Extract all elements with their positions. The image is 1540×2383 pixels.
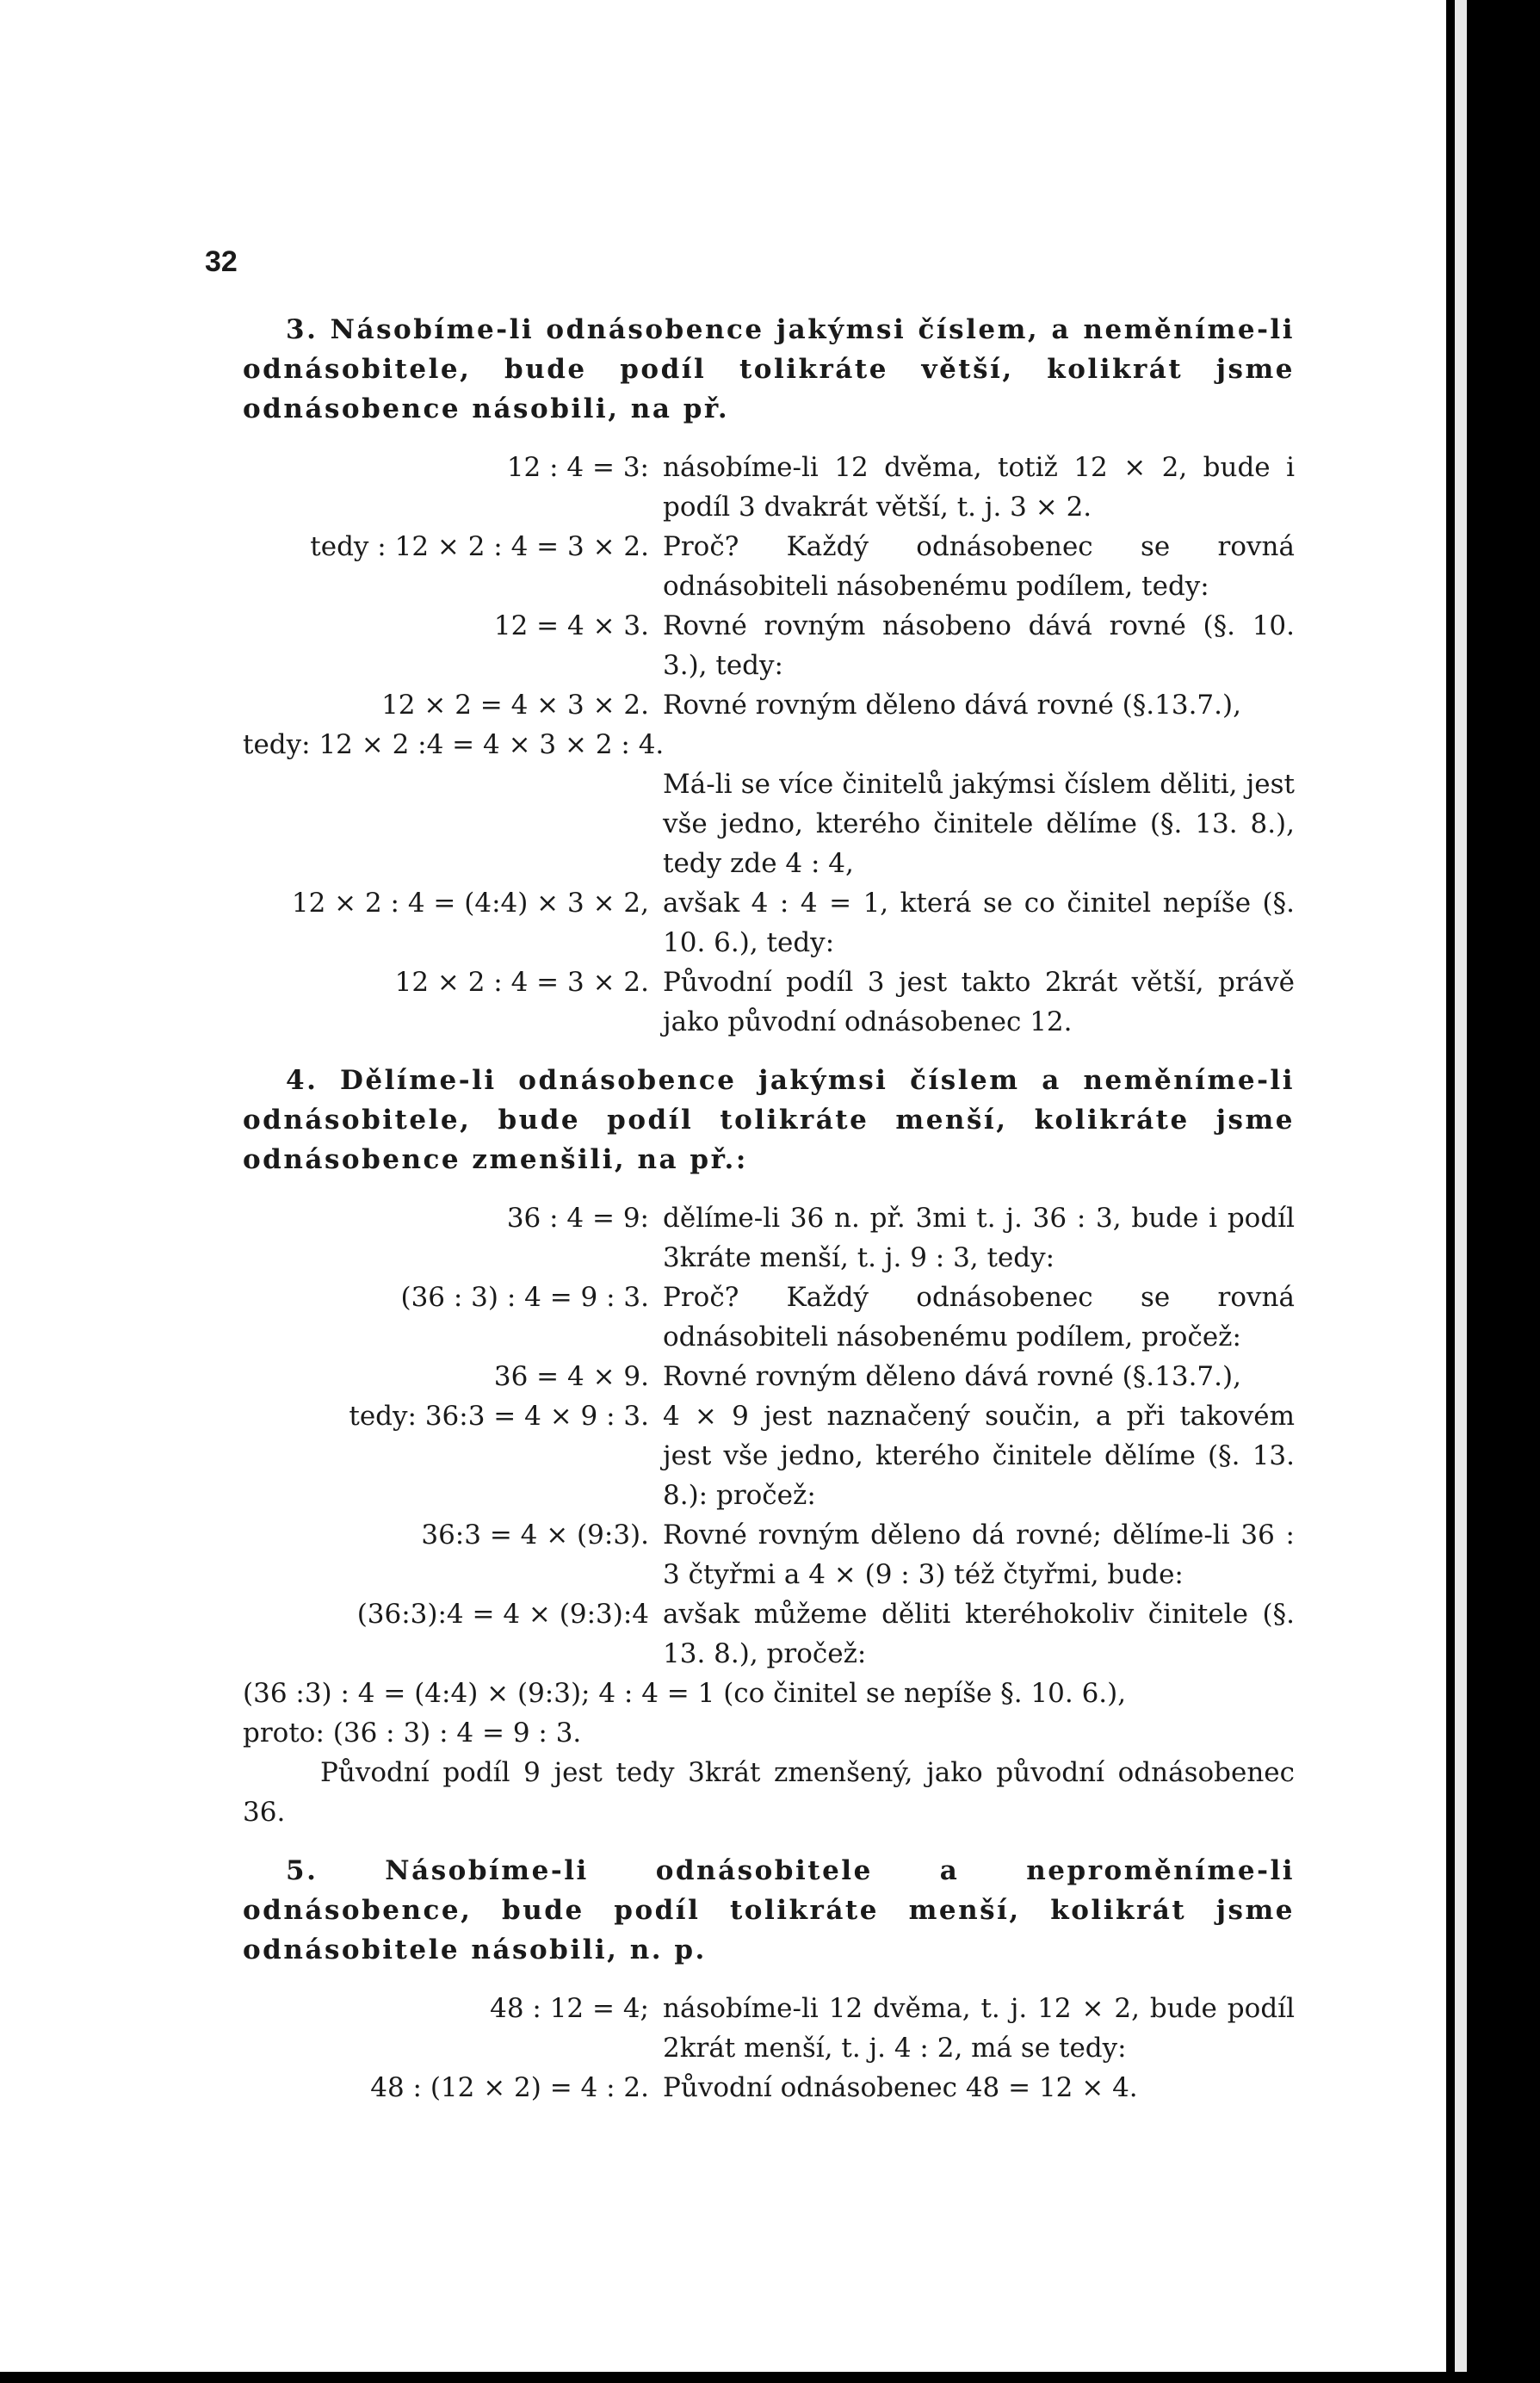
example-row: 12 = 4 × 3. Rovné rovným násobeno dává rovné (§. 10. 3.), tedy: [493, 610, 1295, 681]
thesis-3: 3. Násobíme-li odnásobence jakýmsi číslem, a neměníme-li odnásobitele, bude podíl tolikráte větší, kolikrát jsme odnásobence násobili, na př. [243, 314, 1295, 424]
thesis-5: 5. Násobíme-li odnásobitele a neproměníme-li odnásobence, bude podíl tolikráte menší, kolikrát jsme odnásobitele násobili, n. p. [243, 1855, 1295, 1965]
example-row: (36 : 3) : 4 = 9 : 3. Proč? Každý odnásobenec se rovná odnásobiteli násobenému podílem, pročež: [400, 1282, 1295, 1352]
example-row: 36 = 4 × 9. Rovné rovným děleno dává rovné (§.13.7.), [493, 1361, 1241, 1392]
scan-border-bottom [0, 2372, 1540, 2383]
proof-line: proto: (36 : 3) : 4 = 9 : 3. [243, 1718, 582, 1749]
proof-line: (36 :3) : 4 = (4:4) × (9:3); 4 : 4 = 1 (co činitel se nepíše §. 10. 6.), [243, 1678, 1127, 1709]
example-row: (36:3):4 = 4 × (9:3):4 avšak můžeme děliti kteréhokoliv činitele (§. 13. 8.), pročež: [356, 1599, 1295, 1669]
example-row: 12 : 4 = 3: násobíme-li 12 dvěma, totiž 12 × 2, bude i podíl 3 dvakrát větší, t. j. 3 × 2. [506, 452, 1295, 523]
example-row: 12 × 2 : 4 = (4:4) × 3 × 2, avšak 4 : 4 = 1, která se co činitel nepíše (§. 10. 6.), tedy: [291, 888, 1295, 958]
example-row: 12 × 2 : 4 = 3 × 2. Původní podíl 3 jest takto 2krát větší, právě jako původní odnásobenec 12. [394, 967, 1295, 1037]
example-row: 36 : 4 = 9: dělíme-li 36 n. př. 3mi t. j. 36 : 3, bude i podíl 3kráte menší, t. j. 9 : 3, tedy: [506, 1203, 1295, 1273]
example-row: 12 × 2 = 4 × 3 × 2. Rovné rovným děleno dává rovné (§.13.7.), [381, 690, 1241, 721]
example-3 [243, 448, 1295, 1042]
example-row: 48 : (12 × 2) = 4 : 2. Původní odnásobenec 48 = 12 × 4. [370, 2072, 1138, 2103]
page-number: 32 [205, 245, 238, 278]
thesis-4: 4. Dělíme-li odnásobence jakýmsi číslem a neměníme-li odnásobitele, bude podíl tolikráte menší, kolikráte jsme odnásobence zmenšili, na př.: [243, 1065, 1295, 1175]
scan-border-inner [1455, 0, 1467, 2383]
example-4 [243, 1198, 1295, 1832]
example-row: 36:3 = 4 × (9:3). Rovné rovným děleno dá rovné; dělíme-li 36 : 3 čtyřmi a 4 × (9 : 3) též čtyřmi, bude: [421, 1520, 1295, 1590]
proof-conclusion: Původní podíl 9 jest tedy 3krát zmenšený, jako původní odnásobenec 36. [243, 1757, 1295, 1828]
example-row: tedy : 12 × 2 : 4 = 3 × 2. Proč? Každý odnásobenec se rovná odnásobiteli násobenému podílem, tedy: [310, 531, 1295, 602]
example-row: Má-li se více činitelů jakýmsi číslem děliti, jest vše jedno, kterého činitele dělíme (§. 13. 8.), tedy zde 4 : 4, [663, 769, 1295, 879]
example-5 [243, 1989, 1295, 2108]
example-row: tedy: 12 × 2 :4 = 4 × 3 × 2 : 4. [243, 729, 665, 760]
example-row: 48 : 12 = 4; násobíme-li 12 dvěma, t. j. 12 × 2, bude podíl 2krát menší, t. j. 4 : 2, má se tedy: [490, 1993, 1295, 2064]
example-row: tedy: 36:3 = 4 × 9 : 3. 4 × 9 jest naznačený součin, a při takovém jest vše jedno, kterého činitele dělíme (§. 13. 8.): pročež: [349, 1401, 1295, 1511]
page-body [243, 310, 1295, 2108]
